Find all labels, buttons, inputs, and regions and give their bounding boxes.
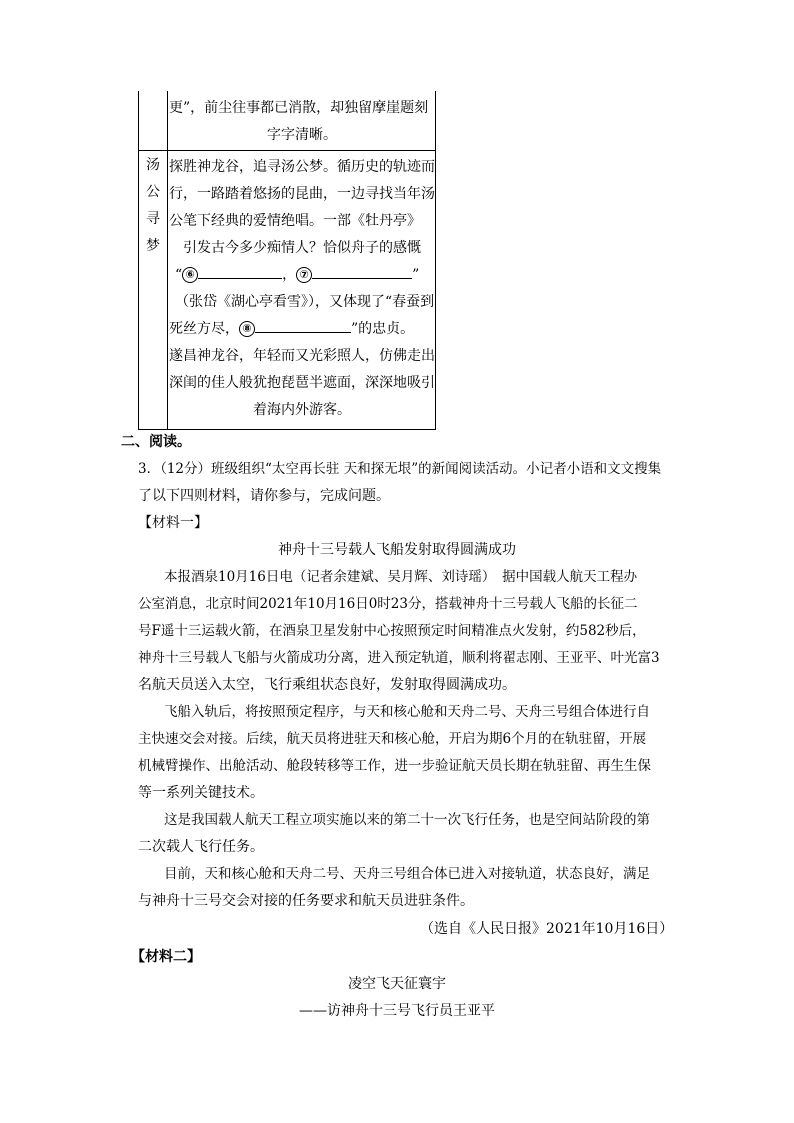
table-row1-line2: 字字清晰。 — [267, 127, 337, 143]
para3-line1: 这是我国载人航天工程立项实施以来的第二十一次飞行任务，也是空间站阶段的第 — [164, 812, 650, 828]
table-row2-line4: 引发古今多少痴情人？恰似舟子的感慨 — [183, 240, 421, 256]
table-row1-line1: 更”，前尘往事都已消散，却独留摩崖题刻 — [169, 100, 429, 116]
question-3-line2: 了以下四则材料，请你参与，完成问题。 — [138, 488, 390, 504]
material1-label: 【材料一】 — [138, 515, 208, 531]
para1-line1: 本报酒泉10月16日电（记者余建斌、吴月辉、刘诗瑶） 据中国载人航天工程办 — [164, 569, 638, 585]
blank-7-marker: ⑦ — [296, 267, 312, 283]
table-row2-line10: 着海内外游客。 — [253, 402, 351, 418]
para1-line3: 号F遥十三运载火箭，在酒泉卫星发射中心按照预定时间精准点火发射，约582秒后， — [138, 623, 646, 639]
material2-label: 【材料二】 — [131, 949, 201, 965]
table-row2-line9: 深闺的佳人般犹抱琵琶半遮面，深深地吸引 — [169, 375, 435, 391]
blank-8-marker: ⑧ — [239, 321, 255, 337]
table-row2-line5: “ ⑥ ， ⑦ ” — [175, 262, 419, 289]
table-row2-line1: 探胜神龙谷，追寻汤公梦。循历史的轨迹而 — [169, 159, 435, 175]
para2-line2: 主快速交会对接。后续，航天员将进驻天和核心舱，开启为期6个月的在轨驻留，开展 — [138, 731, 647, 747]
para2-line4: 等一系列关键技术。 — [138, 785, 264, 801]
para1-line5: 名航天员送入太空，飞行乘组状态良好，发射取得圆满成功。 — [138, 677, 516, 693]
source-citation: （选自《人民日报》2021年10月16日） — [420, 921, 674, 937]
table-row-divider — [139, 150, 435, 151]
para2-line1: 飞船入轨后，将按照预定程序，与天和核心舱和天舟二号、天舟三号组合体进行自 — [164, 704, 650, 720]
para4-line1: 目前，天和核心舱和天舟二号、天舟三号组合体已进入对接轨道，状态良好，满足 — [164, 866, 650, 882]
material1-title: 神舟十三号载人飞船发射取得圆满成功 — [278, 542, 516, 558]
question-3-line1: 3．（12分）班级组织“太空再长驻 天和探无垠”的新闻阅读活动。小记者小语和文文搜集 — [138, 461, 662, 477]
blank-6-marker: ⑥ — [182, 267, 198, 283]
para4-line2: 与神舟十三号交会对接的任务要求和航天员进驻条件。 — [138, 893, 474, 909]
para3-line2: 二次载人飞行任务。 — [138, 839, 264, 855]
section-heading: 二、阅读。 — [121, 434, 191, 450]
para1-line2: 公室消息，北京时间2021年10月16日0时23分，搭载神舟十三号载人飞船的长征二 — [138, 596, 638, 612]
material2-subtitle: ——访神舟十三号飞行员王亚平 — [299, 1003, 495, 1019]
table-row2-label: 汤 公 寻 梦 — [146, 157, 160, 254]
table-row2-line3: 公笔下经典的爱情绝唱。一部《牡丹亭》 — [169, 213, 421, 229]
material2-title: 凌空飞天征寰宇 — [348, 976, 446, 992]
answer-blank-8[interactable] — [255, 318, 351, 333]
table-column-divider — [167, 91, 168, 429]
table-row2-line8: 遂昌神龙谷，年轻而又光彩照人，仿佛走出 — [169, 348, 435, 364]
table-row2-line6: （张岱《湖心亭看雪》），又体现了“春蚕到 — [175, 294, 435, 310]
answer-blank-7[interactable] — [312, 264, 412, 279]
poem-table — [138, 91, 436, 430]
table-row2-line7: 死丝方尽， ⑧ ”的忠贞。 — [169, 316, 414, 343]
table-row2-line2: 行，一路踏着悠扬的昆曲，一边寻找当年汤 — [169, 186, 435, 202]
para1-line4: 神舟十三号载人飞船与火箭成功分离，进入预定轨道，顺利将翟志刚、王亚平、叶光富3 — [138, 650, 660, 666]
answer-blank-6[interactable] — [198, 264, 282, 279]
para2-line3: 机械臂操作、出舱活动、舱段转移等工作，进一步验证航天员长期在轨驻留、再生生保 — [138, 758, 651, 774]
